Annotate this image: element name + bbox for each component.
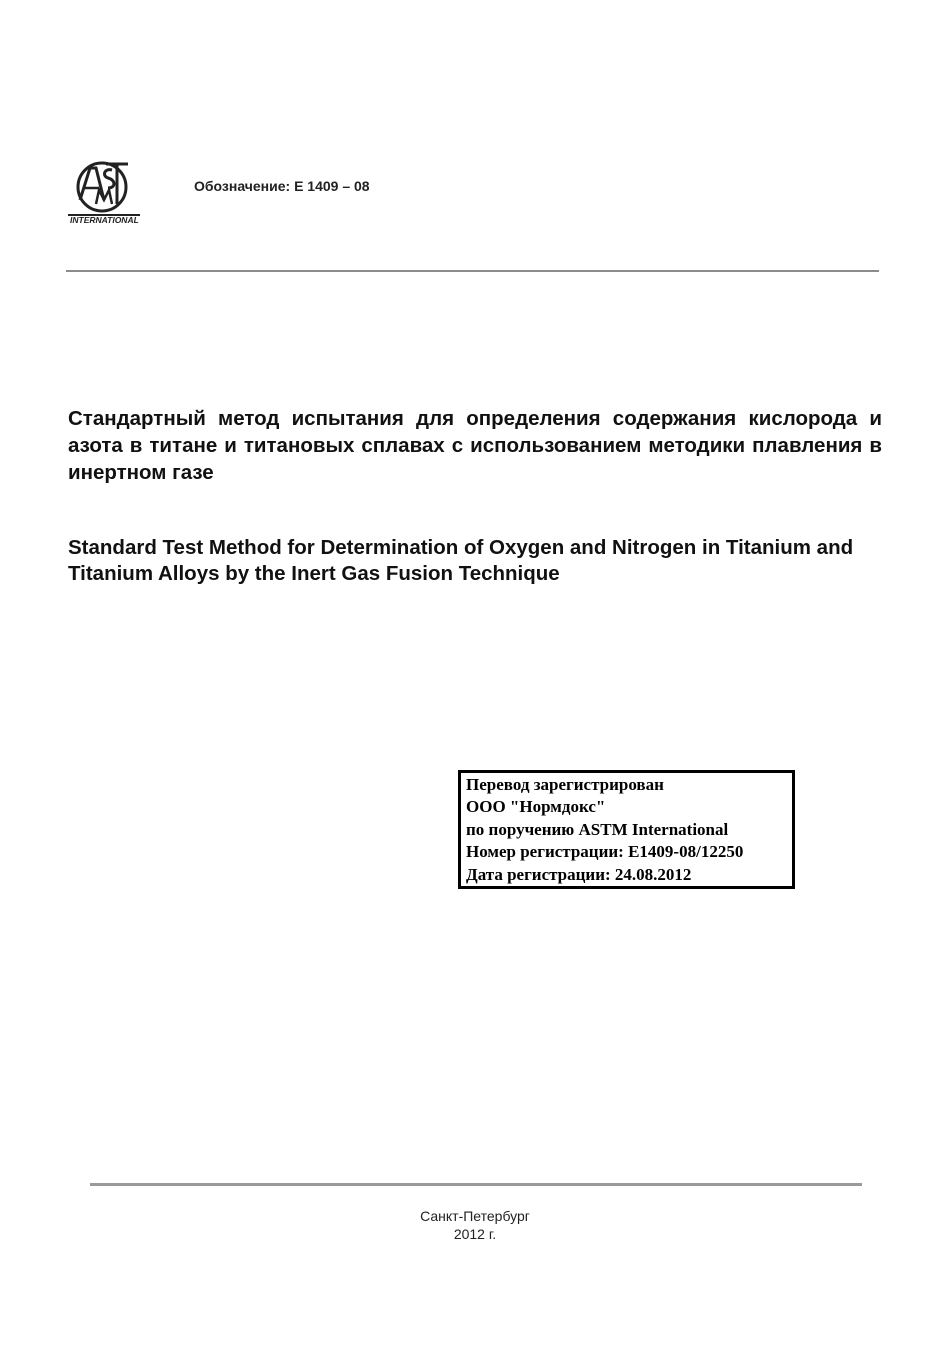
footer-year: 2012 г.	[453, 1226, 497, 1242]
footer-city: Санкт-Петербург	[420, 1208, 530, 1224]
registration-line: Перевод зарегистрирован	[466, 775, 664, 794]
astm-logo-icon	[66, 160, 142, 226]
title-russian: Стандартный метод испытания для определения содержания кислорода и азота в титане и титановых сплавах с использованием методики плавления в инертном газе	[68, 407, 882, 484]
document-designation: Обозначение: E 1409 – 08	[194, 178, 370, 194]
registration-stamp	[458, 770, 795, 889]
registration-line: Номер регистрации: E1409-08/12250	[466, 842, 744, 862]
registration-line: Дата регистрации: 24.08.2012	[466, 864, 692, 884]
title-english: Standard Test Method for Determination of Oxygen and Nitrogen in Titanium and Titanium Alloys by the Inert Gas Fusion Technique	[68, 536, 854, 585]
svg-text:INTERNATIONAL: INTERNATIONAL	[70, 215, 139, 225]
footer	[0, 1207, 950, 1243]
footer-divider	[90, 1183, 862, 1186]
registration-line: ООО "Нормдокс"	[466, 797, 606, 817]
header-divider	[66, 270, 879, 272]
astm-logo	[66, 160, 142, 226]
registration-line: по поручению ASTM International	[466, 819, 729, 839]
